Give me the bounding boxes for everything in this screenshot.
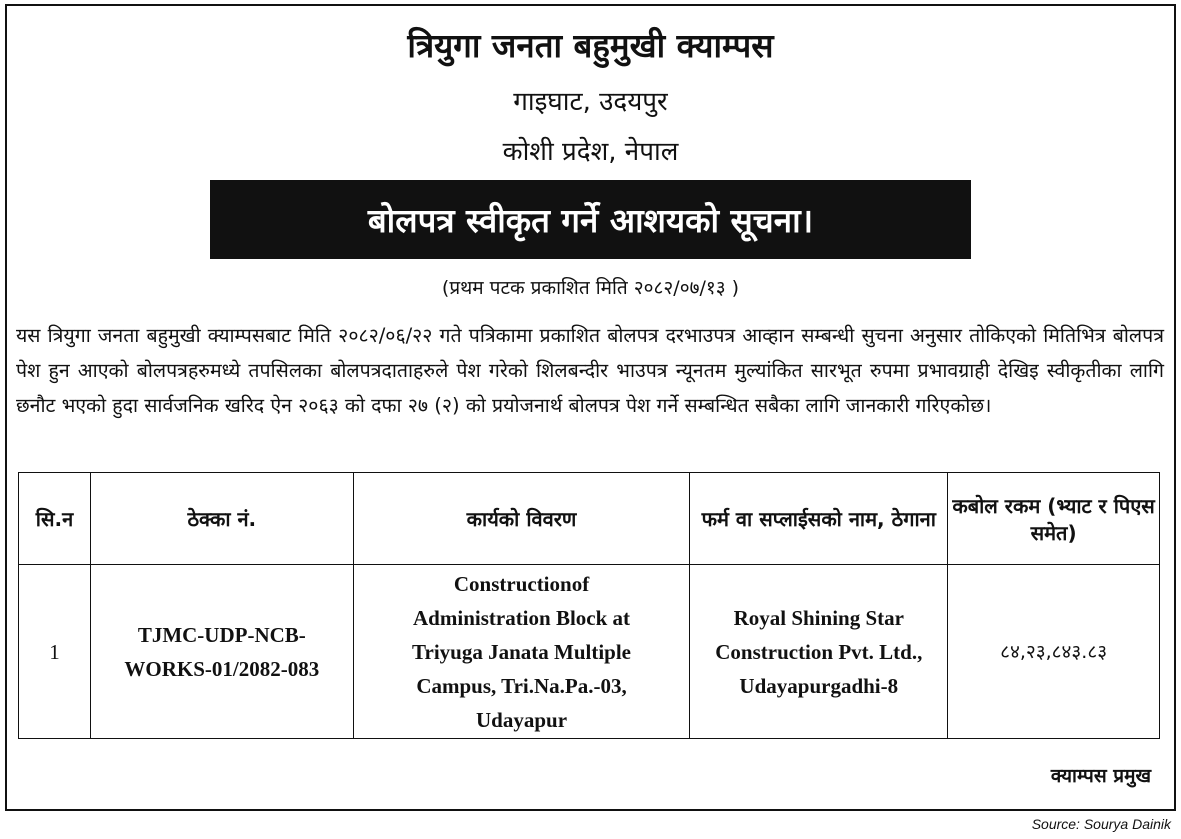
bid-table: [18, 472, 1160, 739]
notice-title-banner: बोलपत्र स्वीकृत गर्ने आशयको सूचना।: [210, 180, 971, 259]
campus-province: कोशी प्रदेश, नेपाल: [502, 137, 679, 167]
source-credit: Source: Sourya Dainik: [1031, 816, 1171, 832]
campus-name: त्रियुगा जनता बहुमुखी क्याम्पस: [407, 26, 774, 65]
table-row: [19, 565, 1160, 739]
col-sn: सि.न: [19, 473, 91, 565]
publish-date: (प्रथम पटक प्रकाशित मिति २०८२/०७/१३ ): [441, 277, 740, 299]
campus-address: गाइघाट, उदयपुर: [513, 87, 668, 117]
cell-amount: ८४,२३,८४३.८३: [948, 565, 1160, 739]
notice-body: यस त्रियुगा जनता बहुमुखी क्याम्पसबाट मिति २०८२/०६/२२ गते पत्रिकामा प्रकाशित बोलपत्र दरभाउपत्र आव्हान सम्बन्धी सुचना अनुसार तोकिएको मितिभित्र बोलपत्र पेश हुन आएको बोलपत्रहरुमध्ये तपसिलका बोलपत्रदाताहरुले पेश गरेको शिलबन्दीर भाउपत्र न्यूनतम मुल्यांकित सारभूत रुपमा प्रभावग्राही देखिइ स्वीकृतीका लागि छनौट भएको हुदा सार्वजनिक खरिद ऐन २०६३ को दफा २७ (२) को प्रयोजनार्थ बोलपत्र पेश गर्ने सम्बन्धित सबैका लागि जानकारी गरिएकोछ।: [16, 324, 1164, 417]
table-header-row: [19, 473, 1160, 565]
cell-firm: Royal Shining Star Construction Pvt. Ltd., Udayapurgadhi-8: [690, 565, 948, 739]
cell-description: Constructionof Administration Block at Triyuga Janata Multiple Campus, Tri.Na.Pa.-03, Udayapur: [353, 565, 690, 739]
col-firm: फर्म वा सप्लाईसको नाम, ठेगाना: [690, 473, 948, 565]
signatory: क्याम्पस प्रमुख: [1050, 765, 1151, 787]
cell-contract: TJMC-UDP-NCB-WORKS-01/2082-083: [90, 565, 353, 739]
col-amount: कबोल रकम (भ्याट र पिएस समेत): [948, 473, 1160, 565]
cell-sn: 1: [19, 565, 91, 739]
col-contract: ठेक्का नं.: [90, 473, 353, 565]
col-description: कार्यको विवरण: [353, 473, 690, 565]
